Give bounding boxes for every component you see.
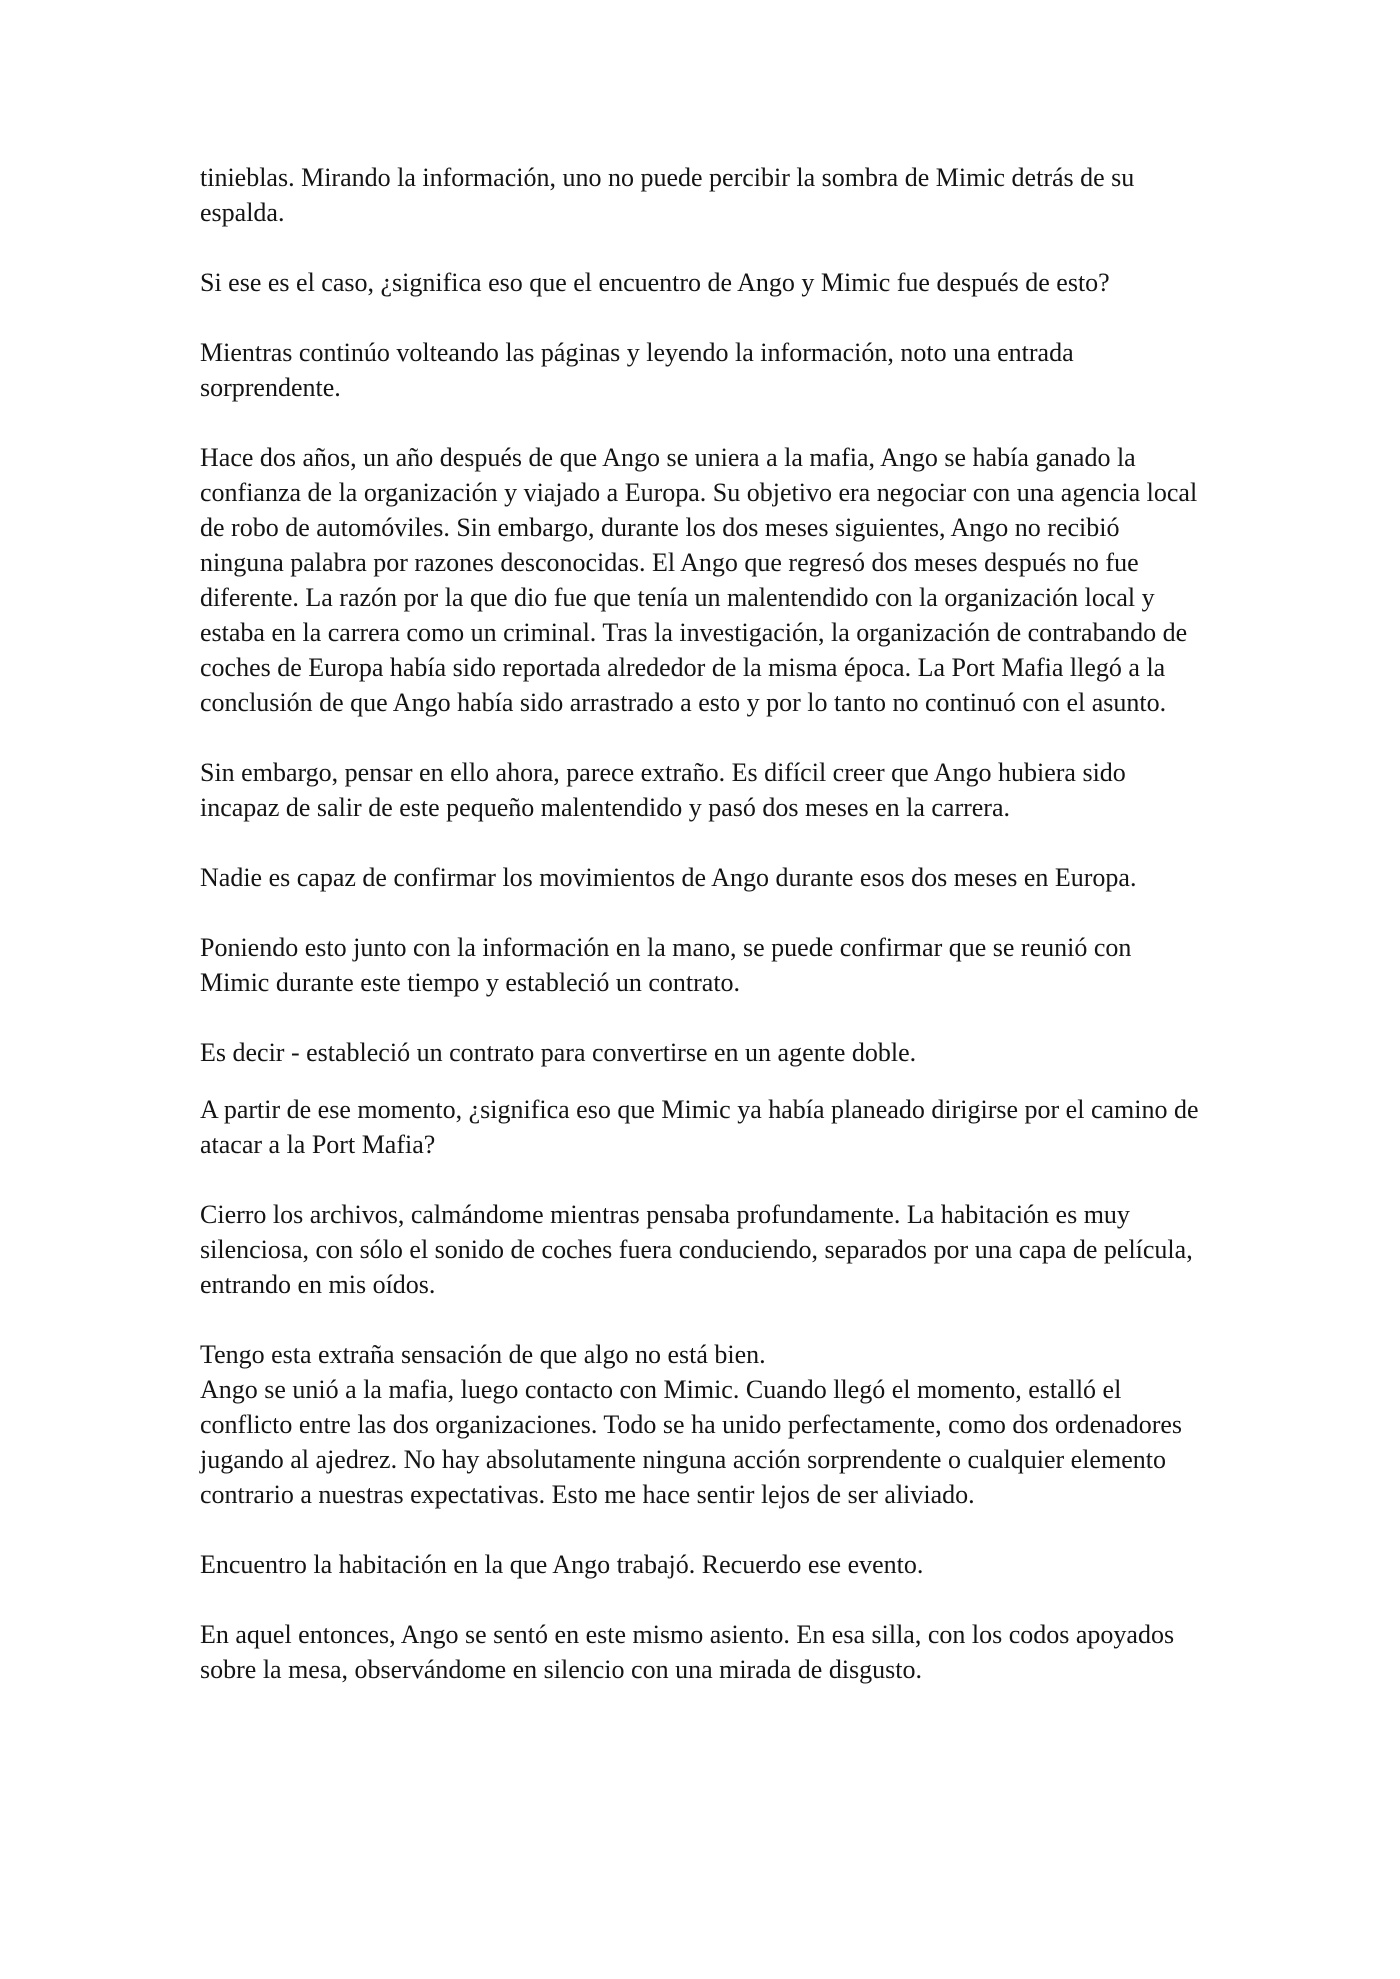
body-text — [200, 160, 1200, 1687]
paragraph: Cierro los archivos, calmándome mientras pensaba profundamente. La habitación es muy silenciosa, con sólo el sonido de coches fuera conduciendo, separados por una capa de película, entrando en mis oídos. — [200, 1200, 1193, 1299]
paragraph: Sin embargo, pensar en ello ahora, parece extraño. Es difícil creer que Ango hubiera sido incapaz de salir de este pequeño malentendido y pasó dos meses en la carrera. — [200, 758, 1126, 822]
paragraph: tinieblas. Mirando la información, uno no puede percibir la sombra de Mimic detrás de su espalda. — [200, 163, 1135, 227]
paragraph: Nadie es capaz de confirmar los movimientos de Ango durante esos dos meses en Europa. — [200, 863, 1137, 892]
paragraph: Tengo esta extraña sensación de que algo no está bien. — [200, 1340, 766, 1369]
paragraph: A partir de ese momento, ¿significa eso que Mimic ya había planeado dirigirse por el camino de atacar a la Port Mafia? — [200, 1095, 1199, 1159]
paragraph: Ango se unió a la mafia, luego contacto con Mimic. Cuando llegó el momento, estalló el conflicto entre las dos organizaciones. Todo se ha unido perfectamente, como dos ordenadores jugando al ajedrez. No hay absolutamente ninguna acción sorprendente o cualquier elemento contrario a nuestras expectativas. Esto me hace sentir lejos de ser aliviado. — [200, 1375, 1183, 1509]
paragraph: Si ese es el caso, ¿significa eso que el encuentro de Ango y Mimic fue después de esto? — [200, 268, 1110, 297]
paragraph: Hace dos años, un año después de que Ango se uniera a la mafia, Ango se había ganado la confianza de la organización y viajado a Europa. Su objetivo era negociar con una agencia local de robo de automóviles. Sin embargo, durante los dos meses siguientes, Ango no recibió ninguna palabra por razones desconocidas. El Ango que regresó dos meses después no fue diferente. La razón por la que dio fue que tenía un malentendido con la organización local y estaba en la carrera como un criminal. Tras la investigación, la organización de contrabando de coches de Europa había sido reportada alrededor de la misma época. La Port Mafia llegó a la conclusión de que Ango había sido arrastrado a esto y por lo tanto no continuó con el asunto. — [200, 443, 1198, 717]
paragraph: Encuentro la habitación en la que Ango trabajó. Recuerdo ese evento. — [200, 1550, 924, 1579]
paragraph: En aquel entonces, Ango se sentó en este mismo asiento. En esa silla, con los codos apoyados sobre la mesa, observándome en silencio con una mirada de disgusto. — [200, 1620, 1175, 1684]
paragraph: Mientras continúo volteando las páginas y leyendo la información, noto una entrada sorprendente. — [200, 338, 1074, 402]
paragraph: Poniendo esto junto con la información en la mano, se puede confirmar que se reunió con Mimic durante este tiempo y estableció un contrato. — [200, 933, 1132, 997]
paragraph: Es decir - estableció un contrato para convertirse en un agente doble. — [200, 1038, 917, 1067]
